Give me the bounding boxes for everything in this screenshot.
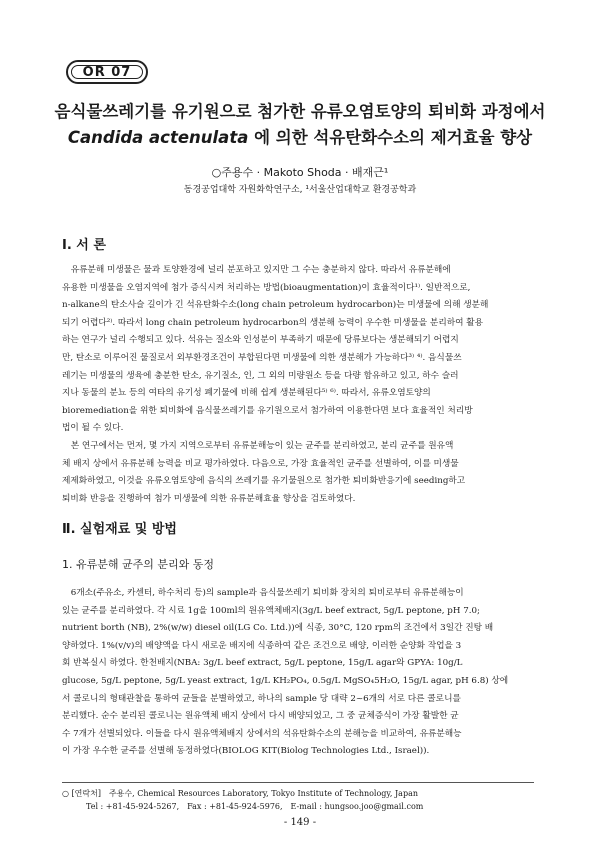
body-line: 양하였다. 1%(v/v)의 배양액을 다시 새로운 배지에 식종하여 같은 조건으로 배양, 이러한 순양화 작업을 3 (62, 640, 462, 651)
page-number: - 149 - (283, 817, 317, 828)
body-line: 있는 균주를 분리하였다. 각 시료 1g을 100ml의 원유액체배지(3g/L beef extract, 5g/L peptone, pH 7.0; (62, 605, 480, 616)
body-line: 제제화하였고, 이것을 유류오염토양에 음식의 쓰레기를 유기물원으로 첨가한 퇴비화반응기에 seeding하고 (62, 476, 466, 487)
author-list: ○주용수 · Makoto Shoda · 배재근¹ (211, 166, 389, 179)
footnote-contact-details: Tel : +81-45-924-5267, Fax : +81-45-924-5976, E-mail : hungsoo.joo@gmail.com (62, 802, 424, 811)
body-line: 체 배지 상에서 유류분해 능력을 비교 평가하였다. 다음으로, 가장 효율적인 균주를 선별하여, 이를 미생물 (62, 458, 459, 469)
body-line: nutrient borth (NB), 2%(w/w) diesel oil(LG Co. Ltd.))에 식종, 30°C, 120 rpm의 조건에서 3일간 진탕 배 (62, 623, 494, 634)
footnote-divider (62, 782, 534, 783)
methods-body (62, 585, 534, 761)
footnote-contact: ○ [연락처] 주용수, Chemical Resources Laboratory, Tokyo Institute of Technology, Japan (62, 789, 418, 798)
body-line: 퇴비화 반응을 진행하여 첨가 미생물에 의한 유류분해효율 향상을 검토하였다. (62, 493, 356, 504)
body-line: 레기는 미생물의 생육에 충분한 탄소, 유기질소, 인, 그 외의 미량원소 등을 다량 함유하고 있고, 하수 슬러 (62, 370, 459, 381)
body-line: 이 가장 우수한 균주를 선별해 동정하였다(BIOLOG KIT(Biolog Technologies Ltd., Israel)). (62, 746, 430, 757)
body-line: 유류분해 미생물은 물과 토양환경에 널리 분포하고 있지만 그 수는 충분하지 않다. 따라서 유류분해에 (62, 265, 451, 275)
session-badge (66, 60, 148, 84)
paper-title-line2-rest: 에 의한 석유탄화수소의 제거효율 향상 (248, 128, 533, 147)
species-name: Candida actenulata (67, 128, 249, 147)
body-line: 분리했다. 순수 분리된 콜로니는 원유액체 배지 상에서 다시 배양되었고, 그 중 균체증식이 가장 활발한 균 (62, 711, 459, 722)
body-line: 만, 탄소로 이루어진 물질로서 외부환경조건이 부합된다면 미생물에 의한 생분해가 가능하다³⁾ ⁴⁾. 음식물쓰 (62, 352, 462, 363)
body-line: 수 7개가 선별되었다. 이들을 다시 원유액체배지 상에서의 석유탄화수소의 분해능을 비교하여, 유류분해능 (62, 728, 462, 739)
subsection-heading-isolation: 1. 유류분해 균주의 분리와 동정 (62, 558, 214, 571)
body-line: 회 반복실시 하였다. 한천배지(NBA: 3g/L beef extract, 5g/L peptone, 15g/L agar와 GPYA: 10g/L (62, 658, 463, 669)
body-line: 6개소(주유소, 카센터, 하수처리 등)의 sample과 음식물쓰레기 퇴비화 장치의 퇴비로부터 유류분해능이 (62, 588, 464, 598)
body-line: 유용한 미생물을 오염지역에 첨가 증식시켜 처리하는 방법(bioaugmentation)이 효율적이다¹⁾. 일반적으로, (62, 282, 471, 293)
paper-title-line2 (40, 124, 560, 148)
body-line: 하는 연구가 널리 수행되고 있다. 석유는 질소와 인성분이 부족하기 때문에 당류보다는 생분해되기 어렵지 (62, 335, 459, 346)
body-line: 서 콜로니의 형태관찰을 통하여 균들을 분별하였고, 하나의 sample 당 대략 2~6개의 서로 다른 콜로니를 (62, 693, 461, 704)
affiliation: 동경공업대학 자원화학연구소, ¹서울산업대학교 환경공학과 (183, 185, 417, 195)
body-line: 지나 동물의 분뇨 등의 여타의 유기성 폐기물에 비해 쉽게 생분해된다⁵⁾ ⁶⁾. 따라서, 유류오염토양의 (62, 388, 431, 399)
introduction-body (62, 262, 534, 508)
body-line: glucose, 5g/L peptone, 5g/L yeast extract, 1g/L KH₂PO₄, 0.5g/L MgSO₄5H₂O, 15g/L agar, pH 6.8) 상에 (62, 675, 509, 686)
section-heading-methods: Ⅱ. 실험재료 및 방법 (62, 522, 177, 537)
body-line: 법이 될 수 있다. (62, 423, 124, 434)
body-line: 본 연구에서는 먼저, 몇 가지 지역으로부터 유류분해능이 있는 균주를 분리하였고, 분리 균주를 원유액 (62, 440, 454, 451)
body-line: bioremediation을 위한 퇴비화에 음식물쓰레기를 유기원으로서 첨가하여 이용한다면 보다 효율적인 처리방 (62, 405, 473, 416)
paper-title-line1: 음식물쓰레기를 유기원으로 첨가한 유류오염토양의 퇴비화 과정에서 (54, 102, 546, 121)
session-badge-label: OR 07 (71, 65, 143, 79)
body-line: n-alkane의 탄소사슬 길이가 긴 석유탄화수소(long chain petroleum hydrocarbon)는 미생물에 의해 생분해 (62, 300, 489, 311)
section-heading-introduction: Ⅰ. 서 론 (62, 238, 106, 253)
body-line: 되기 어렵다²⁾. 따라서 long chain petroleum hydrocarbon의 생분해 능력이 우수한 미생물을 분리하여 활용 (62, 317, 484, 328)
